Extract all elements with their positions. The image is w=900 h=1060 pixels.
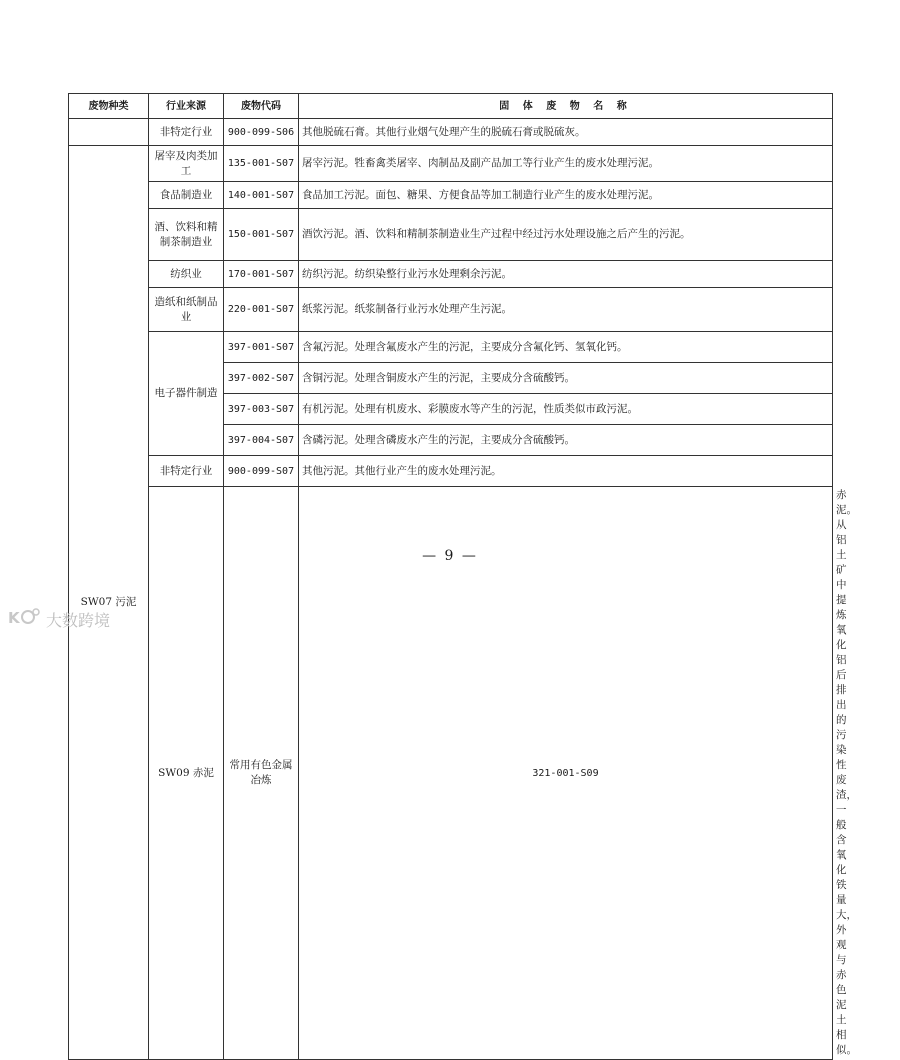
table-row [69,332,833,363]
industry-cell: 非特定行业 [149,456,224,487]
code-cell: 150-001-S07 [224,209,299,261]
kc-logo-icon [8,606,42,632]
code-cell: 900-099-S07 [224,456,299,487]
description-cell: 有机污泥。处理有机废水、彩膜废水等产生的污泥，性质类似市政污泥。 [299,394,833,425]
industry-cell: 食品制造业 [149,182,224,209]
table-row [69,288,833,332]
description-cell: 食品加工污泥。面包、糖果、方便食品等加工制造行业产生的废水处理污泥。 [299,182,833,209]
watermark-text: 大数跨境 [46,610,111,630]
industry-cell: 常用有色金属冶炼 [224,487,299,1060]
table-header-row [69,94,833,119]
table-row [69,261,833,288]
code-cell: 321-001-S09 [299,487,833,1060]
header-industry: 行业来源 [149,94,224,119]
category-cell-sw09: SW09 赤泥 [149,487,224,1060]
industry-cell: 纺织业 [149,261,224,288]
table-row [69,119,833,146]
description-cell: 酒饮污泥。酒、饮料和精制茶制造业生产过程中经过污水处理设施之后产生的污泥。 [299,209,833,261]
industry-cell-electronics: 电子器件制造 [149,332,224,456]
header-code: 废物代码 [224,94,299,119]
code-cell: 397-003-S07 [224,394,299,425]
description-cell: 屠宰污泥。牲畜禽类屠宰、肉制品及副产品加工等行业产生的废水处理污泥。 [299,146,833,182]
header-category: 废物种类 [69,94,149,119]
code-cell: 220-001-S07 [224,288,299,332]
code-cell: 397-002-S07 [224,363,299,394]
table-row [69,456,833,487]
svg-text:K: K [8,609,20,627]
industry-cell: 造纸和纸制品业 [149,288,224,332]
header-name: 固 体 废 物 名 称 [299,94,833,119]
code-cell: 170-001-S07 [224,261,299,288]
category-cell-sw07: SW07 污泥 [69,146,149,1060]
description-cell: 含铜污泥。处理含铜废水产生的污泥，主要成分含硫酸钙。 [299,363,833,394]
code-cell: 397-004-S07 [224,425,299,456]
table-row [69,209,833,261]
description-cell: 含磷污泥。处理含磷废水产生的污泥，主要成分含硫酸钙。 [299,425,833,456]
table-row [69,182,833,209]
waste-table [68,93,857,1060]
watermark [8,606,110,632]
category-cell-empty [69,119,149,146]
code-cell: 900-099-S06 [224,119,299,146]
code-cell: 140-001-S07 [224,182,299,209]
description-cell: 其他污泥。其他行业产生的废水处理污泥。 [299,456,833,487]
description-cell: 纸浆污泥。纸浆制备行业污水处理产生污泥。 [299,288,833,332]
description-cell: 纺织污泥。纺织染整行业污水处理剩余污泥。 [299,261,833,288]
table-row [69,146,833,182]
description-cell: 含氟污泥。处理含氟废水产生的污泥，主要成分含氟化钙、氢氧化钙。 [299,332,833,363]
industry-cell: 酒、饮料和精制茶制造业 [149,209,224,261]
industry-cell: 非特定行业 [149,119,224,146]
industry-cell: 屠宰及肉类加工 [149,146,224,182]
page-number: — 9 — [422,548,478,564]
code-cell: 135-001-S07 [224,146,299,182]
description-cell: 其他脱硫石膏。其他行业烟气处理产生的脱硫石膏或脱硫灰。 [299,119,833,146]
code-cell: 397-001-S07 [224,332,299,363]
table-row: SW09 赤泥 常用有色金属冶炼 321-001-S09 赤泥。从铝土矿中提炼氧化铝后排出的污染性废渣，一般含氧化铁量大，外观与赤色泥土相似。 [69,487,833,1060]
